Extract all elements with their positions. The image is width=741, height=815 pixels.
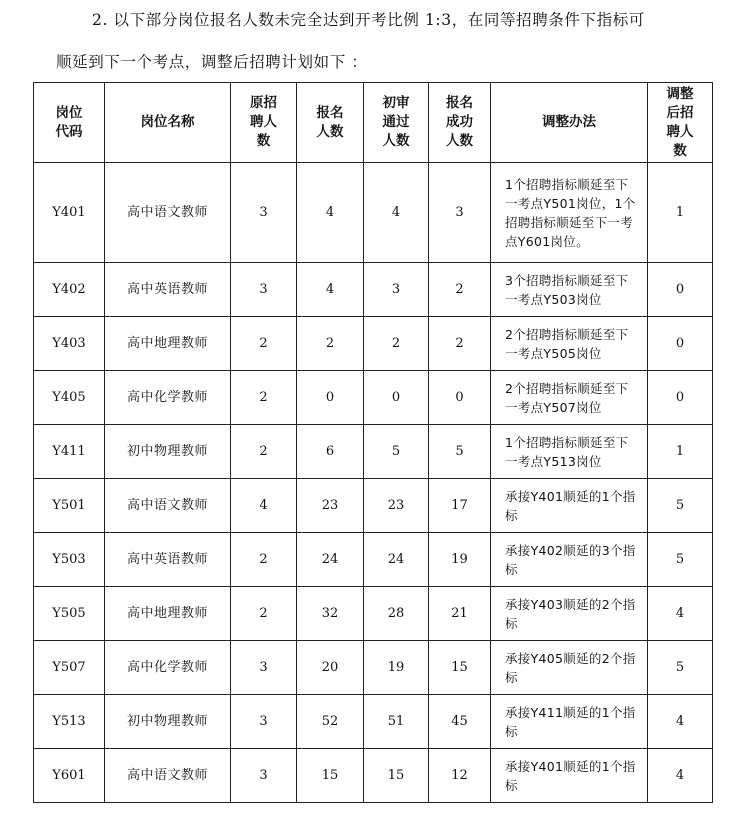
- cell-registered: 15: [297, 749, 364, 803]
- header-adjusted-quota: 调整后招聘人数: [648, 83, 713, 163]
- header-position-code: 岗位代码: [34, 83, 105, 163]
- intro-line-2: 顺延到下一个考点，调整后招聘计划如下 ：: [56, 53, 368, 71]
- cell-registered: 32: [297, 587, 364, 641]
- cell-name: 初中物理教师: [105, 425, 231, 479]
- cell-method: 承接Y402顺延的3个指标: [491, 533, 648, 587]
- table-row: [34, 695, 713, 749]
- cell-code: Y405: [34, 371, 105, 425]
- cell-success: 0: [429, 371, 491, 425]
- cell-passed: 24: [364, 533, 429, 587]
- cell-passed: 3: [364, 263, 429, 317]
- cell-registered: 0: [297, 371, 364, 425]
- table-header-row: [34, 83, 713, 163]
- cell-name: 高中英语教师: [105, 533, 231, 587]
- cell-code: Y401: [34, 163, 105, 263]
- table-row: [34, 425, 713, 479]
- cell-adjusted: 1: [648, 425, 713, 479]
- cell-success: 5: [429, 425, 491, 479]
- cell-original: 2: [231, 425, 297, 479]
- cell-name: 高中地理教师: [105, 317, 231, 371]
- cell-code: Y507: [34, 641, 105, 695]
- cell-passed: 15: [364, 749, 429, 803]
- cell-adjusted: 1: [648, 163, 713, 263]
- cell-adjusted: 0: [648, 371, 713, 425]
- cell-name: 高中语文教师: [105, 163, 231, 263]
- cell-success: 21: [429, 587, 491, 641]
- cell-adjusted: 4: [648, 587, 713, 641]
- cell-registered: 52: [297, 695, 364, 749]
- cell-code: Y501: [34, 479, 105, 533]
- cell-registered: 4: [297, 163, 364, 263]
- cell-success: 3: [429, 163, 491, 263]
- cell-registered: 2: [297, 317, 364, 371]
- cell-method: 2个招聘指标顺延至下一考点Y505岗位: [491, 317, 648, 371]
- cell-original: 3: [231, 163, 297, 263]
- cell-adjusted: 5: [648, 641, 713, 695]
- cell-original: 4: [231, 479, 297, 533]
- cell-method: 承接Y401顺延的1个指标: [491, 479, 648, 533]
- cell-name: 高中地理教师: [105, 587, 231, 641]
- cell-original: 2: [231, 587, 297, 641]
- cell-adjusted: 0: [648, 317, 713, 371]
- cell-method: 承接Y401顺延的1个指标: [491, 749, 648, 803]
- cell-success: 19: [429, 533, 491, 587]
- cell-registered: 24: [297, 533, 364, 587]
- table-row: [34, 163, 713, 263]
- table-row: [34, 263, 713, 317]
- cell-success: 45: [429, 695, 491, 749]
- cell-name: 高中语文教师: [105, 479, 231, 533]
- cell-code: Y403: [34, 317, 105, 371]
- cell-success: 2: [429, 263, 491, 317]
- table-row: [34, 749, 713, 803]
- table-row: [34, 641, 713, 695]
- cell-success: 12: [429, 749, 491, 803]
- cell-code: Y411: [34, 425, 105, 479]
- cell-success: 17: [429, 479, 491, 533]
- cell-method: 1个招聘指标顺延至下一考点Y501岗位，1个招聘指标顺延至下一考点Y601岗位。: [491, 163, 648, 263]
- header-success-count: 报名成功人数: [429, 83, 491, 163]
- header-original-quota: 原招聘人数: [231, 83, 297, 163]
- cell-original: 3: [231, 263, 297, 317]
- cell-passed: 0: [364, 371, 429, 425]
- cell-original: 3: [231, 695, 297, 749]
- cell-registered: 20: [297, 641, 364, 695]
- cell-method: 承接Y405顺延的2个指标: [491, 641, 648, 695]
- cell-original: 2: [231, 533, 297, 587]
- cell-name: 初中物理教师: [105, 695, 231, 749]
- cell-passed: 23: [364, 479, 429, 533]
- cell-method: 3个招聘指标顺延至下一考点Y503岗位: [491, 263, 648, 317]
- cell-name: 高中英语教师: [105, 263, 231, 317]
- cell-success: 15: [429, 641, 491, 695]
- cell-passed: 2: [364, 317, 429, 371]
- cell-code: Y513: [34, 695, 105, 749]
- cell-code: Y505: [34, 587, 105, 641]
- cell-name: 高中语文教师: [105, 749, 231, 803]
- table-row: [34, 371, 713, 425]
- cell-code: Y601: [34, 749, 105, 803]
- cell-adjusted: 4: [648, 695, 713, 749]
- header-passed-count: 初审通过人数: [364, 83, 429, 163]
- recruitment-plan-table: [33, 82, 713, 803]
- table-row: [34, 479, 713, 533]
- cell-original: 3: [231, 749, 297, 803]
- cell-original: 2: [231, 371, 297, 425]
- cell-method: 1个招聘指标顺延至下一考点Y513岗位: [491, 425, 648, 479]
- cell-code: Y503: [34, 533, 105, 587]
- cell-adjusted: 4: [648, 749, 713, 803]
- cell-passed: 5: [364, 425, 429, 479]
- cell-registered: 6: [297, 425, 364, 479]
- cell-name: 高中化学教师: [105, 641, 231, 695]
- table-row: [34, 533, 713, 587]
- cell-original: 3: [231, 641, 297, 695]
- cell-registered: 4: [297, 263, 364, 317]
- cell-original: 2: [231, 317, 297, 371]
- cell-passed: 19: [364, 641, 429, 695]
- cell-passed: 28: [364, 587, 429, 641]
- table-row: [34, 317, 713, 371]
- intro-line-1: 2. 以下部分岗位报名人数未完全达到开考比例 1:3，在同等招聘条件下指标可: [92, 11, 645, 29]
- cell-method: 承接Y403顺延的2个指标: [491, 587, 648, 641]
- cell-adjusted: 5: [648, 533, 713, 587]
- cell-passed: 51: [364, 695, 429, 749]
- cell-registered: 23: [297, 479, 364, 533]
- header-adjust-method: 调整办法: [491, 83, 648, 163]
- header-registered-count: 报名人数: [297, 83, 364, 163]
- table-row: [34, 587, 713, 641]
- cell-passed: 4: [364, 163, 429, 263]
- cell-success: 2: [429, 317, 491, 371]
- header-position-name: 岗位名称: [105, 83, 231, 163]
- cell-adjusted: 5: [648, 479, 713, 533]
- cell-name: 高中化学教师: [105, 371, 231, 425]
- cell-method: 承接Y411顺延的1个指标: [491, 695, 648, 749]
- cell-method: 2个招聘指标顺延至下一考点Y507岗位: [491, 371, 648, 425]
- cell-code: Y402: [34, 263, 105, 317]
- cell-adjusted: 0: [648, 263, 713, 317]
